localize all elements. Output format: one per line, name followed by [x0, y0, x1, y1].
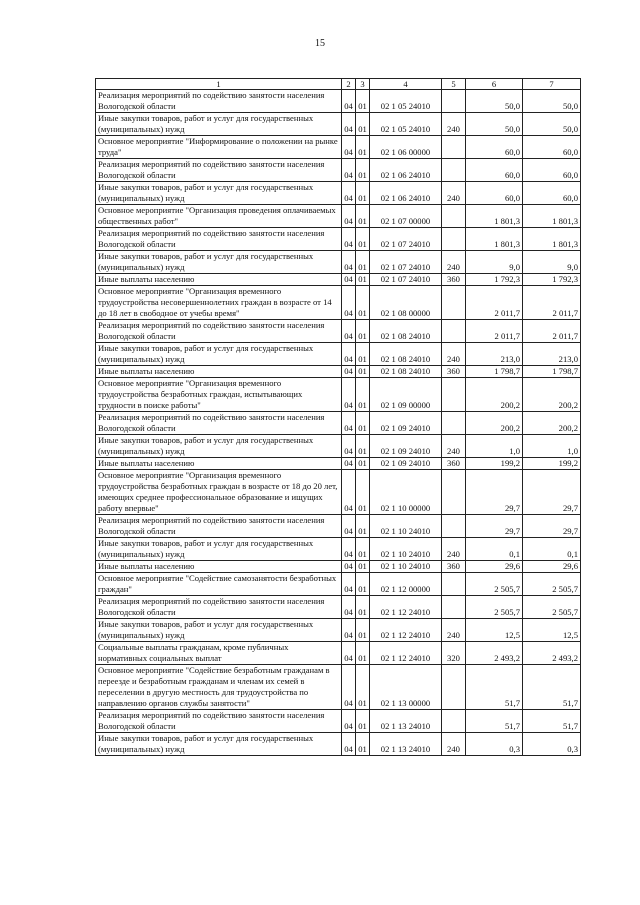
- row-amount-col7-cell: 50,0: [523, 90, 581, 113]
- row-col3-cell: 01: [356, 182, 370, 205]
- row-amount-col7-cell: 51,7: [523, 710, 581, 733]
- row-col2-cell: 04: [342, 90, 356, 113]
- table-row: [96, 538, 581, 561]
- row-target-code-cell: 02 1 12 24010: [370, 642, 442, 665]
- row-amount-col7-cell: 12,5: [523, 619, 581, 642]
- row-name-cell: Реализация мероприятий по содействию занятости населения Вологодской области: [96, 596, 342, 619]
- row-name-cell: Реализация мероприятий по содействию занятости населения Вологодской области: [96, 412, 342, 435]
- row-expense-type-cell: 360: [442, 458, 466, 470]
- row-expense-type-cell: 240: [442, 538, 466, 561]
- table-row: [96, 286, 581, 320]
- table-row: [96, 251, 581, 274]
- row-amount-col6-cell: 60,0: [466, 159, 523, 182]
- row-col3-cell: 01: [356, 159, 370, 182]
- row-expense-type-cell: [442, 412, 466, 435]
- row-col3-cell: 01: [356, 596, 370, 619]
- row-target-code-cell: 02 1 10 24010: [370, 515, 442, 538]
- table-row: [96, 710, 581, 733]
- row-col2-cell: 04: [342, 435, 356, 458]
- row-target-code-cell: 02 1 09 24010: [370, 412, 442, 435]
- row-amount-col6-cell: 2 493,2: [466, 642, 523, 665]
- row-name-cell: Иные закупки товаров, работ и услуг для государственных (муниципальных) нужд: [96, 113, 342, 136]
- row-col2-cell: 04: [342, 378, 356, 412]
- row-target-code-cell: 02 1 05 24010: [370, 90, 442, 113]
- row-expense-type-cell: 240: [442, 343, 466, 366]
- table-row: [96, 182, 581, 205]
- row-col2-cell: 04: [342, 573, 356, 596]
- row-expense-type-cell: [442, 205, 466, 228]
- row-expense-type-cell: [442, 136, 466, 159]
- table-row: [96, 366, 581, 378]
- row-amount-col7-cell: 200,2: [523, 412, 581, 435]
- row-amount-col7-cell: 200,2: [523, 378, 581, 412]
- row-col3-cell: 01: [356, 136, 370, 159]
- row-col2-cell: 04: [342, 320, 356, 343]
- row-col3-cell: 01: [356, 205, 370, 228]
- row-target-code-cell: 02 1 12 00000: [370, 573, 442, 596]
- row-amount-col6-cell: 2 505,7: [466, 596, 523, 619]
- header-col-1: 1: [96, 79, 342, 90]
- row-amount-col6-cell: 0,1: [466, 538, 523, 561]
- row-name-cell: Иные выплаты населению: [96, 561, 342, 573]
- row-amount-col6-cell: 1,0: [466, 435, 523, 458]
- row-amount-col7-cell: 60,0: [523, 136, 581, 159]
- row-col2-cell: 04: [342, 228, 356, 251]
- row-amount-col6-cell: 200,2: [466, 412, 523, 435]
- row-expense-type-cell: 360: [442, 561, 466, 573]
- row-amount-col7-cell: 199,2: [523, 458, 581, 470]
- row-col2-cell: 04: [342, 343, 356, 366]
- row-expense-type-cell: 240: [442, 182, 466, 205]
- row-name-cell: Иные закупки товаров, работ и услуг для государственных (муниципальных) нужд: [96, 435, 342, 458]
- row-name-cell: Основное мероприятие "Содействие самозанятости безработных граждан": [96, 573, 342, 596]
- row-name-cell: Основное мероприятие "Организация временного трудоустройства безработных граждан в возрасте от 18 до 20 лет, имеющих среднее профессиональное образование и ищущих работу впервые": [96, 470, 342, 515]
- row-expense-type-cell: 240: [442, 251, 466, 274]
- row-amount-col7-cell: 0,1: [523, 538, 581, 561]
- row-name-cell: Социальные выплаты гражданам, кроме публичных нормативных социальных выплат: [96, 642, 342, 665]
- row-col3-cell: 01: [356, 251, 370, 274]
- row-amount-col7-cell: 2 011,7: [523, 286, 581, 320]
- table-row: [96, 515, 581, 538]
- row-amount-col6-cell: 29,7: [466, 515, 523, 538]
- row-expense-type-cell: 240: [442, 113, 466, 136]
- row-col2-cell: 04: [342, 619, 356, 642]
- row-col2-cell: 04: [342, 274, 356, 286]
- row-amount-col6-cell: 200,2: [466, 378, 523, 412]
- row-name-cell: Реализация мероприятий по содействию занятости населения Вологодской области: [96, 515, 342, 538]
- row-col2-cell: 04: [342, 286, 356, 320]
- row-col2-cell: 04: [342, 665, 356, 710]
- row-target-code-cell: 02 1 12 24010: [370, 596, 442, 619]
- row-col2-cell: 04: [342, 159, 356, 182]
- row-expense-type-cell: [442, 286, 466, 320]
- row-name-cell: Реализация мероприятий по содействию занятости населения Вологодской области: [96, 710, 342, 733]
- row-amount-col6-cell: 2 011,7: [466, 320, 523, 343]
- row-amount-col6-cell: 213,0: [466, 343, 523, 366]
- row-name-cell: Иные закупки товаров, работ и услуг для государственных (муниципальных) нужд: [96, 251, 342, 274]
- row-expense-type-cell: [442, 320, 466, 343]
- row-name-cell: Основное мероприятие "Организация временного трудоустройства несовершеннолетних граждан в возрасте от 14 до 18 лет в свободное от учебы время": [96, 286, 342, 320]
- row-target-code-cell: 02 1 08 24010: [370, 366, 442, 378]
- row-amount-col7-cell: 29,6: [523, 561, 581, 573]
- row-col3-cell: 01: [356, 435, 370, 458]
- row-name-cell: Иные выплаты населению: [96, 366, 342, 378]
- row-target-code-cell: 02 1 06 24010: [370, 159, 442, 182]
- row-expense-type-cell: 240: [442, 435, 466, 458]
- row-target-code-cell: 02 1 10 24010: [370, 538, 442, 561]
- row-amount-col7-cell: 50,0: [523, 113, 581, 136]
- table-row: [96, 458, 581, 470]
- row-name-cell: Основное мероприятие "Информирование о положении на рынке труда": [96, 136, 342, 159]
- row-expense-type-cell: [442, 90, 466, 113]
- table-row: [96, 343, 581, 366]
- row-col2-cell: 04: [342, 182, 356, 205]
- row-amount-col7-cell: 1 792,3: [523, 274, 581, 286]
- row-col2-cell: 04: [342, 642, 356, 665]
- row-amount-col7-cell: 29,7: [523, 470, 581, 515]
- row-name-cell: Иные выплаты населению: [96, 458, 342, 470]
- row-amount-col6-cell: 199,2: [466, 458, 523, 470]
- row-amount-col6-cell: 29,7: [466, 470, 523, 515]
- row-target-code-cell: 02 1 13 24010: [370, 733, 442, 756]
- row-col3-cell: 01: [356, 515, 370, 538]
- row-col2-cell: 04: [342, 366, 356, 378]
- row-target-code-cell: 02 1 09 24010: [370, 458, 442, 470]
- row-amount-col7-cell: 213,0: [523, 343, 581, 366]
- row-name-cell: Реализация мероприятий по содействию занятости населения Вологодской области: [96, 159, 342, 182]
- row-amount-col7-cell: 9,0: [523, 251, 581, 274]
- row-target-code-cell: 02 1 09 24010: [370, 435, 442, 458]
- row-col3-cell: 01: [356, 320, 370, 343]
- table-row: [96, 573, 581, 596]
- row-col3-cell: 01: [356, 274, 370, 286]
- table-row: [96, 228, 581, 251]
- row-col3-cell: 01: [356, 343, 370, 366]
- row-target-code-cell: 02 1 10 24010: [370, 561, 442, 573]
- row-target-code-cell: 02 1 07 24010: [370, 228, 442, 251]
- row-amount-col6-cell: 12,5: [466, 619, 523, 642]
- table-row: [96, 159, 581, 182]
- header-row: [96, 79, 581, 90]
- row-name-cell: Реализация мероприятий по содействию занятости населения Вологодской области: [96, 90, 342, 113]
- row-amount-col7-cell: 2 011,7: [523, 320, 581, 343]
- row-expense-type-cell: [442, 159, 466, 182]
- row-col3-cell: 01: [356, 228, 370, 251]
- row-expense-type-cell: [442, 573, 466, 596]
- table-row: [96, 642, 581, 665]
- row-amount-col6-cell: 50,0: [466, 113, 523, 136]
- row-col2-cell: 04: [342, 561, 356, 573]
- row-col3-cell: 01: [356, 470, 370, 515]
- row-amount-col6-cell: 51,7: [466, 665, 523, 710]
- row-name-cell: Реализация мероприятий по содействию занятости населения Вологодской области: [96, 320, 342, 343]
- row-col2-cell: 04: [342, 470, 356, 515]
- table-row: [96, 113, 581, 136]
- row-expense-type-cell: [442, 378, 466, 412]
- row-name-cell: Иные выплаты населению: [96, 274, 342, 286]
- row-expense-type-cell: [442, 470, 466, 515]
- table-row: [96, 733, 581, 756]
- row-amount-col6-cell: 1 798,7: [466, 366, 523, 378]
- table-row: [96, 274, 581, 286]
- row-name-cell: Основное мероприятие "Организация проведения оплачиваемых общественных работ": [96, 205, 342, 228]
- row-amount-col7-cell: 2 505,7: [523, 573, 581, 596]
- table-row: [96, 90, 581, 113]
- row-col2-cell: 04: [342, 136, 356, 159]
- row-amount-col6-cell: 60,0: [466, 136, 523, 159]
- header-col-5: 5: [442, 79, 466, 90]
- row-amount-col7-cell: 2 505,7: [523, 596, 581, 619]
- table-row: [96, 378, 581, 412]
- row-col3-cell: 01: [356, 733, 370, 756]
- header-col-4: 4: [370, 79, 442, 90]
- row-amount-col6-cell: 1 801,3: [466, 228, 523, 251]
- row-col3-cell: 01: [356, 90, 370, 113]
- row-name-cell: Иные закупки товаров, работ и услуг для государственных (муниципальных) нужд: [96, 343, 342, 366]
- row-col3-cell: 01: [356, 573, 370, 596]
- row-col3-cell: 01: [356, 710, 370, 733]
- row-amount-col7-cell: 1,0: [523, 435, 581, 458]
- row-expense-type-cell: 360: [442, 366, 466, 378]
- row-amount-col7-cell: 2 493,2: [523, 642, 581, 665]
- row-expense-type-cell: [442, 515, 466, 538]
- row-target-code-cell: 02 1 08 24010: [370, 343, 442, 366]
- row-amount-col6-cell: 29,6: [466, 561, 523, 573]
- row-target-code-cell: 02 1 08 24010: [370, 320, 442, 343]
- row-amount-col6-cell: 0,3: [466, 733, 523, 756]
- table-row: [96, 596, 581, 619]
- row-target-code-cell: 02 1 06 24010: [370, 182, 442, 205]
- row-col2-cell: 04: [342, 113, 356, 136]
- table-row: [96, 412, 581, 435]
- header-col-6: 6: [466, 79, 523, 90]
- row-col3-cell: 01: [356, 642, 370, 665]
- row-name-cell: Реализация мероприятий по содействию занятости населения Вологодской области: [96, 228, 342, 251]
- row-name-cell: Иные закупки товаров, работ и услуг для государственных (муниципальных) нужд: [96, 619, 342, 642]
- row-name-cell: Основное мероприятие "Содействие безработным гражданам в переезде и безработным гражданам и членам их семей в переселении в другую местность для трудоустройства по направлению органов службы занятости": [96, 665, 342, 710]
- row-col3-cell: 01: [356, 538, 370, 561]
- row-col3-cell: 01: [356, 458, 370, 470]
- row-col2-cell: 04: [342, 458, 356, 470]
- row-amount-col6-cell: 1 792,3: [466, 274, 523, 286]
- row-amount-col7-cell: 51,7: [523, 665, 581, 710]
- row-amount-col6-cell: 51,7: [466, 710, 523, 733]
- row-expense-type-cell: [442, 596, 466, 619]
- header-col-7: 7: [523, 79, 581, 90]
- row-expense-type-cell: 240: [442, 733, 466, 756]
- header-col-2: 2: [342, 79, 356, 90]
- row-col2-cell: 04: [342, 710, 356, 733]
- row-col2-cell: 04: [342, 205, 356, 228]
- row-amount-col6-cell: 2 505,7: [466, 573, 523, 596]
- page-number: 15: [315, 38, 325, 49]
- header-col-3: 3: [356, 79, 370, 90]
- row-col2-cell: 04: [342, 412, 356, 435]
- row-col3-cell: 01: [356, 665, 370, 710]
- row-name-cell: Иные закупки товаров, работ и услуг для государственных (муниципальных) нужд: [96, 182, 342, 205]
- row-target-code-cell: 02 1 07 24010: [370, 274, 442, 286]
- row-col3-cell: 01: [356, 366, 370, 378]
- row-col2-cell: 04: [342, 733, 356, 756]
- table-row: [96, 619, 581, 642]
- row-amount-col7-cell: 1 798,7: [523, 366, 581, 378]
- row-target-code-cell: 02 1 10 00000: [370, 470, 442, 515]
- table-row: [96, 435, 581, 458]
- row-target-code-cell: 02 1 08 00000: [370, 286, 442, 320]
- row-expense-type-cell: [442, 228, 466, 251]
- row-amount-col7-cell: 1 801,3: [523, 228, 581, 251]
- row-col3-cell: 01: [356, 113, 370, 136]
- row-col2-cell: 04: [342, 538, 356, 561]
- row-target-code-cell: 02 1 05 24010: [370, 113, 442, 136]
- row-col2-cell: 04: [342, 596, 356, 619]
- budget-table: [95, 78, 581, 756]
- row-amount-col6-cell: 9,0: [466, 251, 523, 274]
- row-amount-col7-cell: 1 801,3: [523, 205, 581, 228]
- row-amount-col6-cell: 50,0: [466, 90, 523, 113]
- row-amount-col7-cell: 29,7: [523, 515, 581, 538]
- row-expense-type-cell: 240: [442, 619, 466, 642]
- row-name-cell: Иные закупки товаров, работ и услуг для государственных (муниципальных) нужд: [96, 538, 342, 561]
- table-row: [96, 136, 581, 159]
- row-expense-type-cell: [442, 665, 466, 710]
- row-col2-cell: 04: [342, 515, 356, 538]
- row-target-code-cell: 02 1 07 24010: [370, 251, 442, 274]
- row-amount-col7-cell: 60,0: [523, 182, 581, 205]
- table-row: [96, 320, 581, 343]
- row-col3-cell: 01: [356, 561, 370, 573]
- row-amount-col6-cell: 1 801,3: [466, 205, 523, 228]
- row-target-code-cell: 02 1 07 00000: [370, 205, 442, 228]
- row-col3-cell: 01: [356, 619, 370, 642]
- table-row: [96, 470, 581, 515]
- table-row: [96, 561, 581, 573]
- row-col3-cell: 01: [356, 286, 370, 320]
- row-target-code-cell: 02 1 06 00000: [370, 136, 442, 159]
- row-amount-col7-cell: 60,0: [523, 159, 581, 182]
- row-target-code-cell: 02 1 09 00000: [370, 378, 442, 412]
- row-amount-col6-cell: 60,0: [466, 182, 523, 205]
- table-row: [96, 665, 581, 710]
- row-target-code-cell: 02 1 12 24010: [370, 619, 442, 642]
- row-target-code-cell: 02 1 13 00000: [370, 665, 442, 710]
- row-expense-type-cell: 320: [442, 642, 466, 665]
- table-row: [96, 205, 581, 228]
- row-name-cell: Основное мероприятие "Организация временного трудоустройства безработных граждан, испытывающих трудности в поиске работы": [96, 378, 342, 412]
- row-amount-col7-cell: 0,3: [523, 733, 581, 756]
- row-col3-cell: 01: [356, 378, 370, 412]
- row-amount-col6-cell: 2 011,7: [466, 286, 523, 320]
- row-expense-type-cell: [442, 710, 466, 733]
- row-col2-cell: 04: [342, 251, 356, 274]
- table-body: [96, 90, 581, 756]
- row-name-cell: Иные закупки товаров, работ и услуг для государственных (муниципальных) нужд: [96, 733, 342, 756]
- row-col3-cell: 01: [356, 412, 370, 435]
- row-target-code-cell: 02 1 13 24010: [370, 710, 442, 733]
- row-expense-type-cell: 360: [442, 274, 466, 286]
